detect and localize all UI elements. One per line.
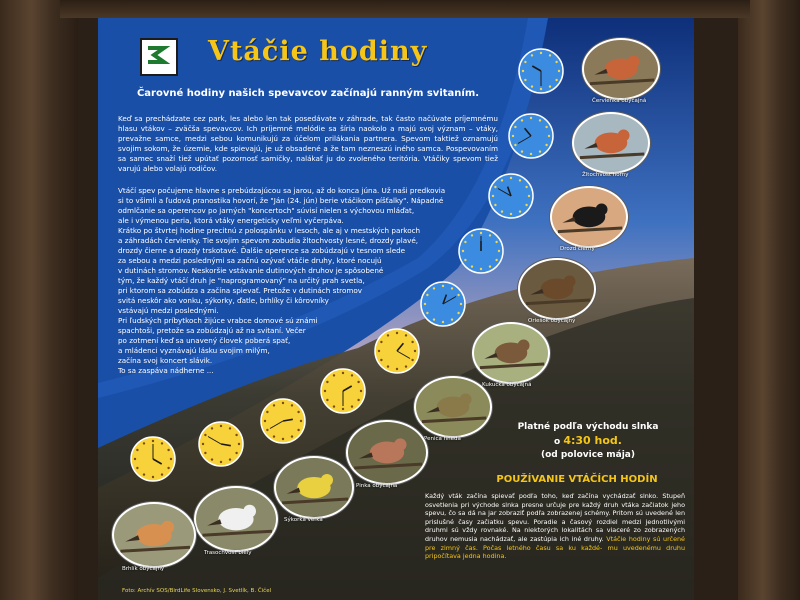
board-title: Vtáčie hodiny (208, 36, 428, 67)
logo-mark-icon (142, 40, 172, 70)
clock-face-icon (374, 328, 420, 374)
wooden-post-right (738, 0, 800, 600)
bird-photo (518, 258, 596, 320)
clock-face-icon (518, 48, 564, 94)
bird-label: Žltochvost hôrny (582, 171, 629, 178)
clock-face-icon (260, 398, 306, 444)
usage-title: POUŽÍVANIE VTÁČÍCH HODÍN (496, 474, 658, 485)
bird-photo (472, 322, 550, 384)
bird-photo (572, 112, 650, 174)
validity-note: Platné podľa východu slnka (517, 422, 659, 432)
usage-text (425, 492, 685, 561)
logo (140, 38, 178, 76)
story-line: za sebou a medzi poslednými sa začnú ozývať vtáčie druhy, ktoré nocujú (118, 256, 382, 265)
story-line: si to všimli a ľudová pranostika hovorí, že "Ján (24. jún) berie vtáčikom píšťalky". Nápadné (118, 196, 444, 205)
bird-photo (550, 186, 628, 248)
bird-label: Trasochvost biely (204, 550, 252, 557)
bird-label: Penica hnedá (424, 435, 461, 442)
bird-label: Sýkorka veľká (284, 517, 323, 524)
story-line: Krátko po štvrtej hodine precitnú z polospánku v lesoch, ale aj v mestských parkoch (118, 226, 421, 235)
bird-label: Červienka obyčajná (592, 97, 647, 104)
story-line: po zotmení keď sa unavený človek poberá spať, (118, 336, 291, 345)
photo-credits: Foto: Archív SOS/BirdLife Slovensko, J. Svetlík, B. Čičel (122, 588, 272, 594)
bird-photo (112, 502, 196, 568)
story-line: vstávajú medzi poslednými. (118, 306, 219, 315)
story-line: a mládenci vyznávajú lásku svojim milým, (118, 346, 270, 355)
story-line: Pri ľudských príbytkoch žijúce vrabce domové sú známi (118, 316, 318, 325)
story-line: v dutinách stromov. Neskoršie vstávanie dutinových druhov je spôsobené (118, 266, 384, 275)
story-line: ale i výmenou peria, ktorá vtáky energeticky veľmi vyčerpáva. (118, 216, 344, 225)
bird-label: Drozd čierny (560, 245, 595, 252)
intro-paragraph: Keď sa prechádzate cez park, les alebo len tak posedávate v záhrade, tak často načúvate príjemnému hlasu vtákov – zväčša spevavcov. Ich príjemné melódie sa šíria naokolo a majú svoj význam – vtáky, prevažne samce, medzi sebou komunikujú za účelom prilákania partnera. Spevom taktiež oznamujú svojim sokom, že územie, kde spievajú, je už obsadené a že tam nezneszú iného samca. Pospevovaním sa samec snaží tiež upútať pozornosť samičky, nalákať ju do zvoleného teritória. Vtáčiky spevom tiež varujú alebo volajú rodičov. (118, 114, 498, 173)
bird-photo (582, 38, 660, 100)
clock-face-icon (508, 113, 554, 159)
clock-face-icon (198, 421, 244, 467)
wooden-post-left (0, 0, 78, 600)
bird-photo (194, 486, 278, 552)
story-line: Vtáčí spev počujeme hlavne s prebúdzajúcou sa jarou, až do konca júna. Už naši predkovia (118, 186, 446, 195)
story-line: spachtoši, pretože sa zobúdzajú až na svitaní. Večer (118, 326, 306, 335)
board-subtitle: Čarovné hodiny našich spevavcov začínajú ranným svitaním. (136, 88, 480, 99)
bird-label: Oriešok obyčajný (528, 317, 576, 324)
bird-photo (346, 420, 428, 485)
season-note: (od polovice mája) (540, 450, 635, 460)
story-line: odmlčanie sa operencov po jarných "koncertoch" súvisí nielen s výchovou mláďat, (118, 206, 415, 215)
clock-face-icon (320, 368, 366, 414)
story-line: To sa zaspáva nádherne ... (118, 366, 214, 375)
usage-body: Každý vták začína spievať podľa toho, keď začína vychádzať slnko. Stupeň osvetlenia pri východe slnka presne určuje pre každý druh vtáka začiatok jeho spevu, čo sa dá na jar zobraziť podľa zobrazenej schémy. Pritom sú uvedené len prislušné časy začiatku spevu. Poradie a časový rozdiel medzi jednotlivými druhmi sú vždy rovnaké. Na niektorých lokalitách sa viaceré zo zobrazených druhov nemusia nachádzať, ale zastúpia ich iné druhy. (425, 492, 685, 543)
story-line: tým, že každý vtáčí druh je "naprogramovaný" na určitý prah svetla, (118, 276, 365, 285)
clock-face-icon (458, 228, 504, 274)
wooden-beam-top (60, 0, 750, 18)
clock-face-icon (420, 281, 466, 327)
bird-label: Pinka obyčajná (356, 482, 398, 489)
clock-face-icon (488, 173, 534, 219)
story-line: začína svoj koncert slávik. (118, 356, 213, 365)
time-prefix: o (554, 437, 561, 447)
story-line: svitá neskôr ako vonku, sýkorky, ďatle, brhlíky či kôrovníky (118, 296, 329, 305)
time-value: 4:30 hod. (563, 434, 622, 447)
clock-face-icon (130, 436, 176, 482)
time-note (493, 434, 683, 447)
usage-highlight: Vtáčie hodiny sú určené pre zimný čas. Počas letného času sa ku každé- mu uvedenému druhu pripočítava jedna hodina. (425, 534, 685, 561)
story-line: a záhradách červienky. Tie svojim spevom zobudia žltochvosty lesné, drozdy plavé, (118, 236, 419, 245)
bird-label: Brhlík obyčajný (122, 566, 165, 573)
story-line: pri ktorom sa zobúdza a začína spievať. Pretože v dutinách stromov (118, 286, 362, 295)
bird-photo (274, 456, 354, 519)
info-board (98, 18, 694, 600)
bird-label: Kukučka obyčajná (482, 381, 532, 388)
story-line: drozdy čierne a drozdy trskotavé. Ďalšie operence sa zobúdzajú v tesnom slede (118, 246, 406, 255)
